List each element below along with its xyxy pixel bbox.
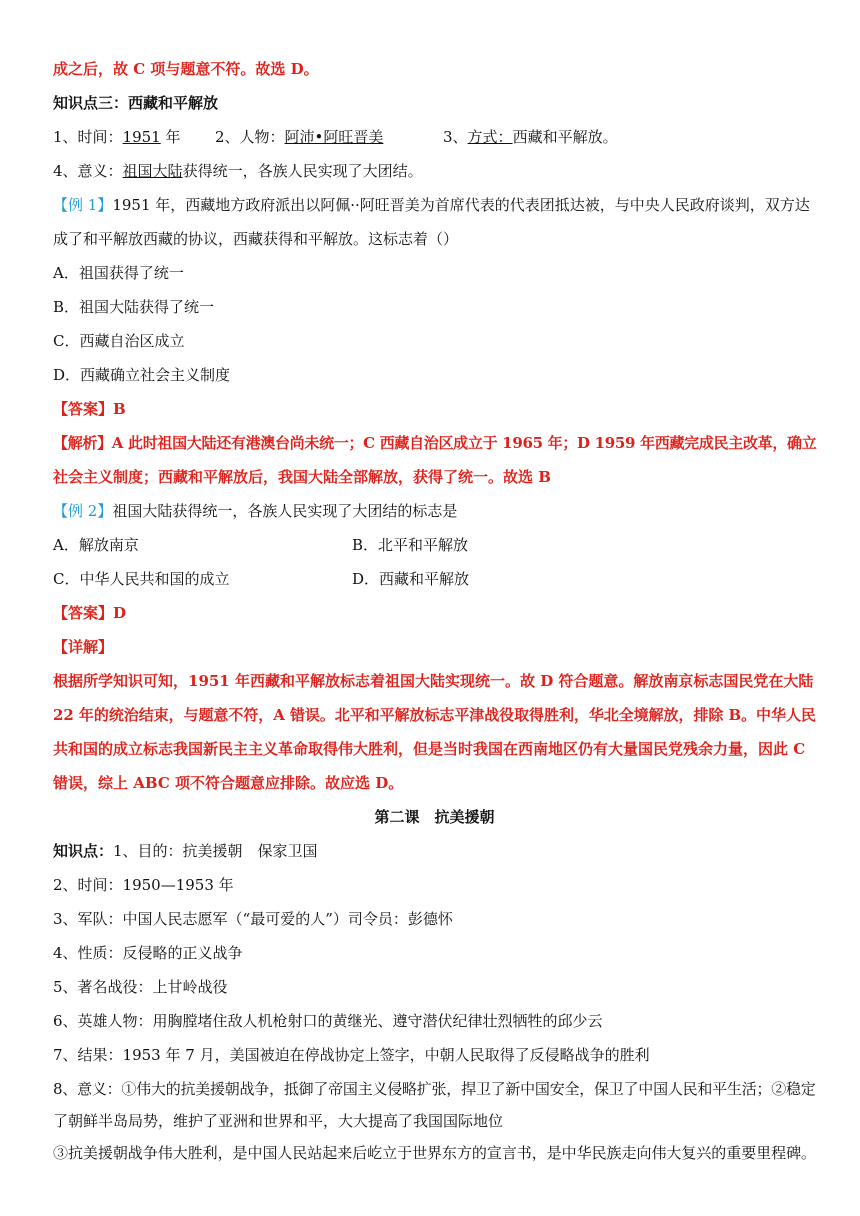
kp3-title: 知识点三：西藏和平解放	[53, 94, 219, 112]
lesson2-line-2: 2、时间：1950—1953 年	[53, 876, 234, 894]
ex2-detail-line-3: 共和国的成立标志我国新民主主义革命取得伟大胜利，但是当时我国在西南地区仍有大量国民党残余力量，因此 C	[53, 740, 806, 758]
kp3-time: 1、时间：1951 年	[53, 128, 181, 146]
lesson2-line-8a: 8、意义：①伟大的抗美援朝战争，抵御了帝国主义侵略扩张，捍卫了新中国安全，保卫了中国人民和平生活；②稳定	[53, 1080, 816, 1098]
kp3-meaning: 4、意义：祖国大陆获得统一，各族人民实现了大团结。	[53, 162, 423, 180]
ex2-option-c: C．中华人民共和国的成立	[53, 570, 230, 588]
ex1-question-line-2: 成了和平解放西藏的协议，西藏获得和平解放。这标志着（）	[53, 230, 459, 248]
ex2-option-a: A．解放南京	[53, 536, 139, 554]
ex2-question: 【例 2】祖国大陆获得统一，各族人民实现了大团结的标志是	[53, 502, 458, 520]
lesson2-line-8c: ③抗美援朝战争伟大胜利，是中国人民站起来后屹立于世界东方的宣言书，是中华民族走向伟大复兴的重要里程碑。	[53, 1144, 817, 1162]
kp3-method: 3、方式：西藏和平解放。	[443, 128, 618, 146]
kp3-person: 2、人物：阿沛•阿旺晋美	[215, 128, 384, 146]
lesson2-line-3: 3、军队：中国人民志愿军（“最可爱的人”）司令员：彭德怀	[53, 910, 453, 928]
ex2-option-d: D．西藏和平解放	[352, 570, 470, 588]
ex2-detail-tag: 【详解】	[53, 638, 114, 656]
ex1-tag: 【例 1】	[53, 196, 113, 214]
lesson2-line-1: 知识点：1、目的：抗美援朝 保家卫国	[53, 842, 318, 860]
lesson2-line-7: 7、结果：1953 年 7 月，美国被迫在停战协定上签字，中朝人民取得了反侵略战争的胜利	[53, 1046, 650, 1064]
ex1-option-d: D．西藏确立社会主义制度	[53, 366, 231, 384]
ex1-option-c: C．西藏自治区成立	[53, 332, 185, 350]
ex1-question-line-1: 【例 1】1951 年，西藏地方政府派出以阿佩··阿旺晋美为首席代表的代表团抵达被，与中央人民政府谈判，双方达	[53, 196, 810, 214]
lesson2-title: 第二课 抗美援朝	[374, 808, 495, 826]
ex1-option-a: A．祖国获得了统一	[53, 264, 184, 282]
ex1-analysis-line-2: 社会主义制度；西藏和平解放后，我国大陆全部解放，获得了统一。故选 B	[53, 468, 551, 486]
ex2-tag: 【例 2】	[53, 502, 113, 520]
ex2-detail-line-2: 22 年的统治结束，与题意不符，A 错误。北平和平解放标志平津战役取得胜利，华北全境解放，排除 B。中华人民	[53, 706, 816, 724]
lesson2-line-5: 5、著名战役：上甘岭战役	[53, 978, 228, 996]
previous-analysis-end: 成之后，故 C 项与题意不符。故选 D。	[53, 60, 319, 78]
ex2-option-b: B．北平和平解放	[352, 536, 469, 554]
ex1-analysis-line-1: 【解析】A 此时祖国大陆还有港澳台尚未统一；C 西藏自治区成立于 1965 年；D 1959 年西藏完成民主改革，确立	[53, 434, 817, 452]
ex2-answer: 【答案】D	[53, 604, 127, 622]
ex1-answer: 【答案】B	[53, 400, 126, 418]
ex2-detail-line-1: 根据所学知识可知，1951 年西藏和平解放标志着祖国大陆实现统一。故 D 符合题意。解放南京标志国民党在大陆	[53, 672, 814, 690]
lesson2-line-4: 4、性质：反侵略的正义战争	[53, 944, 243, 962]
lesson2-line-6: 6、英雄人物：用胸膛堵住敌人机枪射口的黄继光、遵守潜伏纪律壮烈牺牲的邱少云	[53, 1012, 603, 1030]
ex2-detail-line-4: 错误，综上 ABC 项不符合题意应排除。故应选 D。	[53, 774, 404, 792]
ex1-option-b: B．祖国大陆获得了统一	[53, 298, 215, 316]
lesson2-kp-label: 知识点：	[53, 842, 114, 860]
lesson2-line-8b: 了朝鲜半岛局势，维护了亚洲和世界和平，大大提高了我国国际地位	[53, 1112, 504, 1130]
